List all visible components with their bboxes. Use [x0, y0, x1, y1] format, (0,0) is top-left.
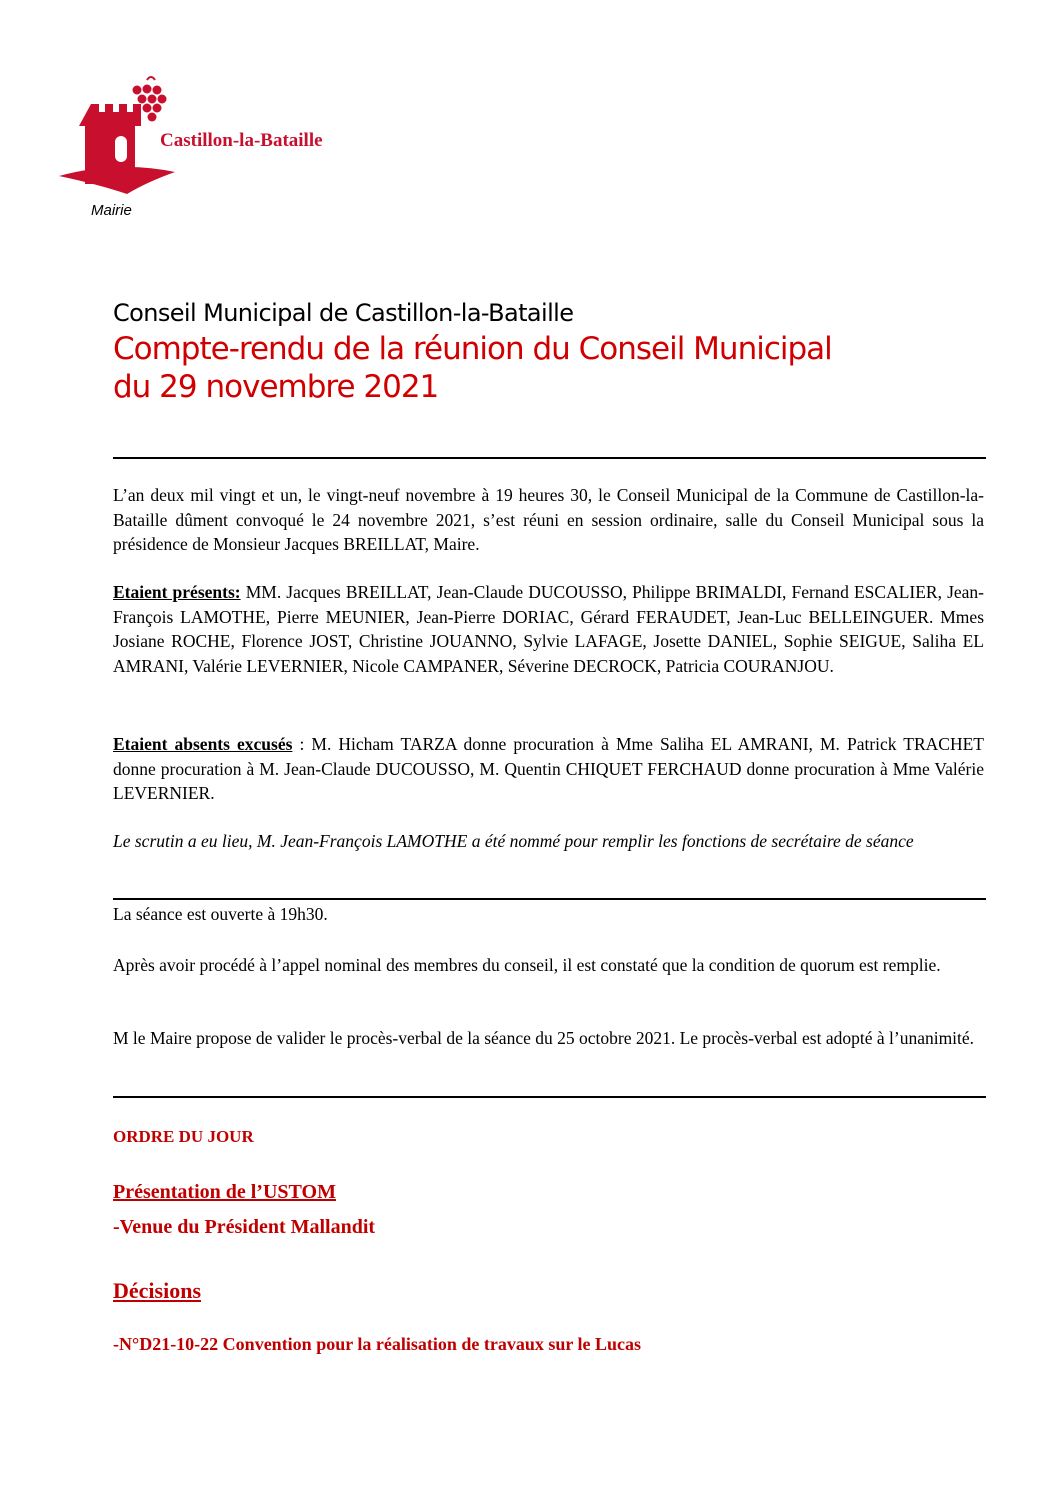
presents-label: Etaient présents: [113, 582, 241, 602]
title-report: Compte-rendu de la réunion du Conseil Municipal [113, 331, 832, 367]
presents-text: MM. Jacques BREILLAT, Jean-Claude DUCOUSSO, Philippe BRIMALDI, Fernand ESCALIER, Jean-François LAMOTHE, Pierre MEUNIER, Jean-Pierre DORIAC, Gérard FERAUDET, Jean-Luc BELLEINGUER. Mmes Josiane ROCHE, Florence JOST, Christine JOUANNO, Sylvie LAFAGE, Josette DANIEL, Sophie SEIGUE, Saliha EL AMRANI, Valérie LEVERNIER, Nicole CAMPANER, Séverine DECROCK, Patricia COURANJOU. [113, 582, 984, 676]
intro-paragraph: L’an deux mil vingt et un, le vingt-neuf novembre à 19 heures 30, le Conseil Municipal de la Commune de Castillon-la-Bataille dûment convoqué le 24 novembre 2021, s’est réuni en session ordinaire, salle du Conseil Municipal sous la présidence de Monsieur Jacques BREILLAT, Maire. [113, 485, 984, 554]
divider [113, 898, 986, 900]
document-title [113, 296, 832, 406]
title-council-name: Conseil Municipal de Castillon-la-Bataille [113, 299, 574, 327]
absents-label: Etaient absents excusés [113, 734, 293, 754]
decisions-title: Décisions [113, 1278, 201, 1303]
seance-open-paragraph: La séance est ouverte à 19h30. [113, 904, 328, 924]
decision-item: -N°D21-10-22 Convention pour la réalisation de travaux sur le Lucas [113, 1334, 642, 1354]
agenda-heading: ORDRE DU JOUR [113, 1127, 254, 1146]
scrutin-paragraph: Le scrutin a eu lieu, M. Jean-François LAMOTHE a été nommé pour remplir les fonctions de secrétaire de séance [113, 831, 914, 851]
logo-mairie-label: Mairie [91, 202, 132, 219]
presents-paragraph [113, 580, 984, 678]
absents-text: : M. Hicham TARZA donne procuration à Mme Saliha EL AMRANI, M. Patrick TRACHET donne procuration à M. Jean-Claude DUCOUSSO, M. Quentin CHIQUET FERCHAUD donne procuration à Mme Valérie LEVERNIER. [113, 734, 984, 803]
swoosh-icon [59, 167, 175, 194]
divider [113, 457, 986, 459]
quorum-paragraph: Après avoir procédé à l’appel nominal des membres du conseil, il est constaté que la condition de quorum est remplie. [113, 955, 941, 975]
ustom-item: -Venue du Président Mallandit [113, 1216, 376, 1238]
absents-paragraph [113, 732, 984, 806]
divider [113, 1096, 986, 1098]
ustom-title: Présentation de l’USTOM [113, 1181, 336, 1203]
title-date: du 29 novembre 2021 [113, 369, 439, 405]
pv-paragraph: M le Maire propose de valider le procès-verbal de la séance du 25 octobre 2021. Le procès-verbal est adopté à l’unanimité. [113, 1028, 975, 1048]
logo-town-name: Castillon-la-Bataille [160, 130, 323, 151]
